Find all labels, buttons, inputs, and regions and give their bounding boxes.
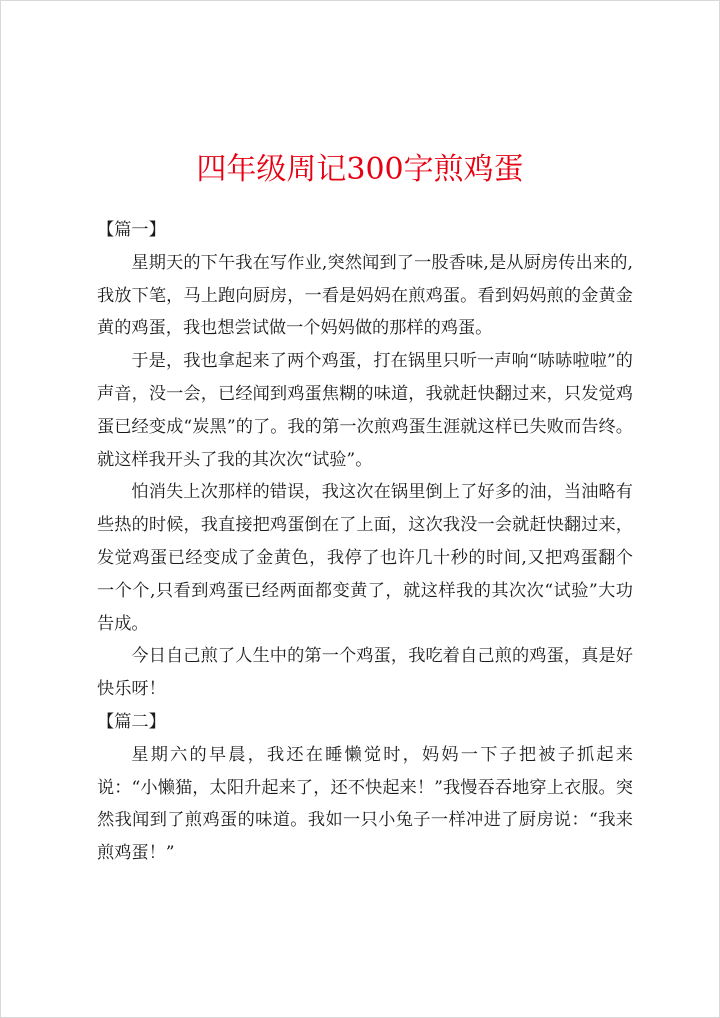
paragraph: 今日自己煎了人生中的第一个鸡蛋，我吃着自己煎的鸡蛋，真是好快乐呀！ (97, 646, 633, 700)
paragraph: 怕消失上次那样的错误，我这次在锅里倒上了好多的油，当油略有些热的时候，我直接把鸡蛋倒在了上面，这次我没一会就赶快翻过来，发觉鸡蛋已经变成了金黄色，我停了也许几十秒的时间,又把鸡蛋翻个一个个,只看到鸡蛋已经两面都变黄了，就这样我的其次次“试验”大功告成。 (97, 482, 633, 634)
paragraph: 于是，我也拿起来了两个鸡蛋，打在锅里只听一声响“哧哧啦啦”的声音，没一会，已经闻到鸡蛋焦糊的味道，我就赶快翻过来，只发觉鸡蛋已经变成“炭黑”的了。我的第一次煎鸡蛋生涯就这样已失败而告终。就这样我开头了我的其次次“试验”。 (97, 351, 633, 470)
paragraph: 星期六的早晨，我还在睡懒觉时，妈妈一下子把被子抓起来说：“小懒猫，太阳升起来了，还不快起来！”我慢吞吞地穿上衣服。突然我闻到了煎鸡蛋的味道。我如一只小兔子一样冲进了厨房说：“我来煎鸡蛋！” (97, 744, 633, 864)
document-body (97, 214, 633, 870)
document-title: 四年级周记300字煎鸡蛋 (196, 152, 524, 187)
paragraph: 星期天的下午我在写作业,突然闻到了一股香味,是从厨房传出来的,我放下笔，马上跑向厨房，一看是妈妈在煎鸡蛋。看到妈妈煎的金黄金黄的鸡蛋，我也想尝试做一个妈妈做的那样的鸡蛋。 (97, 252, 633, 339)
section-2 (97, 706, 633, 870)
section-heading: 【篇一】 (97, 220, 166, 240)
section-heading: 【篇二】 (97, 711, 166, 732)
section-1 (97, 214, 633, 706)
